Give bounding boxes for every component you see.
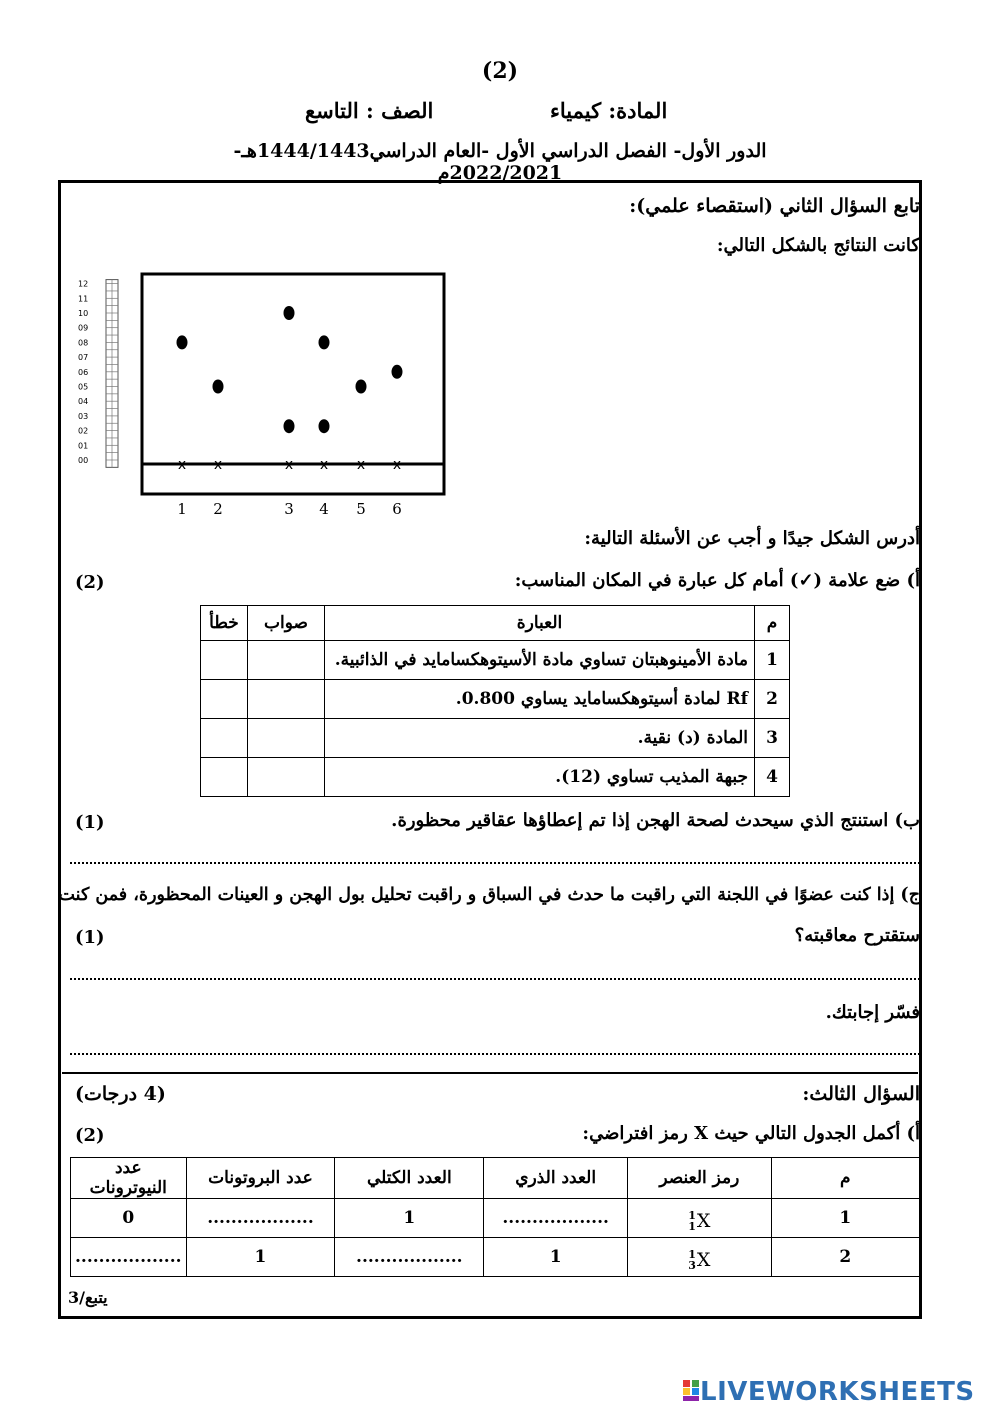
atomic-subscript: 3 (688, 1259, 696, 1272)
table-header-row (71, 1158, 920, 1199)
y-tick-label: 05 (78, 382, 89, 392)
grade-label: الصف : التاسع (305, 98, 434, 123)
q3-part-a-text: أ) أكمل الجدول التالي حيث X رمز افتراضي: (582, 1123, 920, 1144)
atomic-number-input[interactable]: .................. (484, 1199, 628, 1238)
header-protons: عدد البروتونات (186, 1158, 335, 1199)
part-a-mark: (2) (75, 572, 105, 593)
spot-lane-3 (284, 306, 295, 320)
liveworksheets-logo-icon (683, 1380, 699, 1402)
ruler-scale (78, 280, 118, 468)
row-statement: المادة (د) نقية. (325, 719, 755, 758)
header-wrong: خطأ (201, 606, 248, 641)
y-tick-label: 06 (78, 367, 89, 377)
lane-label: 5 (356, 500, 366, 518)
liveworksheets-logo: LIVEWORKSHEETS (700, 1377, 975, 1407)
row-num: 2 (755, 680, 790, 719)
part-b-text: ب) استنتج الذي سيحدث لصحة الهجن إذا تم إعطاؤها عقاقير محظورة. (391, 810, 920, 831)
row-statement: Rf لمادة أسيتوهكسامايد يساوي 0.800. (325, 680, 755, 719)
header-statement: العبارة (325, 606, 755, 641)
origin-mark: x (356, 457, 366, 473)
y-tick-label: 09 (78, 323, 89, 333)
spot-lane-1 (177, 335, 188, 349)
y-tick-label: 12 (78, 279, 89, 289)
correct-cell[interactable] (248, 719, 325, 758)
table-row (201, 680, 790, 719)
table-row (71, 1199, 920, 1238)
y-tick-label: 00 (78, 456, 89, 465)
row-statement: جبهة المذيب تساوي (12). (325, 758, 755, 797)
element-symbol (628, 1199, 772, 1238)
session-line: الدور الأول- الفصل الدراسي الأول -العام الدراسي1444/1443هـ- 2022/2021م (233, 140, 767, 184)
spot-lane-4 (319, 335, 330, 349)
table-row (71, 1238, 920, 1277)
y-tick-label: 02 (78, 426, 89, 436)
spot-lane-3 (284, 419, 295, 433)
spot-lane-4 (319, 419, 330, 433)
atoms-table (70, 1157, 920, 1277)
origin-mark: x (213, 457, 223, 473)
part-a-text: أ) ضع علامة (✓) أمام كل عبارة في المكان المناسب: (514, 570, 920, 591)
row-num: 2 (771, 1238, 919, 1277)
spot-lane-5 (356, 380, 367, 394)
origin-mark: x (319, 457, 329, 473)
symbol-letter: X (696, 1249, 711, 1271)
header-mass-number: العدد الكتلي (335, 1158, 484, 1199)
wrong-cell[interactable] (201, 641, 248, 680)
mass-number-input[interactable]: .................. (335, 1238, 484, 1277)
y-tick-label: 07 (78, 353, 89, 363)
correct-cell[interactable] (248, 758, 325, 797)
row-num: 1 (771, 1199, 919, 1238)
spot-lane-2 (213, 380, 224, 394)
y-tick-label: 01 (78, 441, 89, 451)
lane-label: 6 (392, 500, 402, 518)
element-symbol (628, 1238, 772, 1277)
explain-text: فسّر إجابتك. (825, 1002, 920, 1023)
atomic-number-cell: 1 (484, 1238, 628, 1277)
y-tick-label: 08 (78, 338, 89, 348)
atomic-subscript: 1 (688, 1220, 696, 1233)
table-row (201, 758, 790, 797)
y-tick-label: 04 (78, 397, 89, 407)
neutrons-cell: 0 (71, 1199, 187, 1238)
y-tick-label: 11 (78, 294, 89, 304)
q3-part-a-mark: (2) (75, 1125, 105, 1146)
part-c-line2: ستقترح معاقبته؟ (794, 925, 920, 946)
table-header-row (201, 606, 790, 641)
continue-label: يتبع/3 (68, 1288, 108, 1307)
header-symbol: رمز العنصر (628, 1158, 772, 1199)
wrong-cell[interactable] (201, 758, 248, 797)
header-neutrons: عدد النيوترونات (71, 1158, 187, 1199)
lane-label: 3 (284, 500, 294, 518)
instruction-text: أدرس الشكل جيدًا و أجب عن الأسئلة التالية: (584, 528, 920, 549)
chromatogram-figure (70, 268, 460, 520)
neutrons-input[interactable]: .................. (71, 1238, 187, 1277)
row-num: 3 (755, 719, 790, 758)
correct-cell[interactable] (248, 641, 325, 680)
mass-superscript: 1 (688, 1209, 696, 1222)
table-row (201, 719, 790, 758)
part-b-mark: (1) (75, 812, 105, 833)
y-tick-label: 10 (78, 309, 89, 318)
header-num: م (755, 606, 790, 641)
section-divider (62, 1072, 918, 1074)
statements-table (200, 605, 790, 797)
y-tick-label: 03 (78, 411, 89, 421)
q2-title: تابع السؤال الثاني (استقصاء علمي): (629, 195, 920, 217)
subject-label: المادة: كيمياء (550, 98, 668, 123)
row-statement: مادة الأمينوهبتان تساوي مادة الأسيتوهكسامايد في الذائبية. (325, 641, 755, 680)
q3-marks: (4 درجات) (75, 1083, 166, 1105)
protons-input[interactable]: .................. (186, 1199, 335, 1238)
page-number: (2) (481, 58, 519, 84)
answer-line-b[interactable] (70, 862, 920, 864)
q2-intro: كانت النتائج بالشكل التالي: (716, 235, 920, 256)
lane-label: 4 (319, 500, 329, 518)
mass-number-cell: 1 (335, 1199, 484, 1238)
answer-line-c[interactable] (70, 978, 920, 980)
header-correct: صواب (248, 606, 325, 641)
symbol-letter: X (696, 1210, 711, 1232)
wrong-cell[interactable] (201, 680, 248, 719)
table-row (201, 641, 790, 680)
answer-line-explain[interactable] (70, 1053, 920, 1055)
origin-mark: x (177, 457, 187, 473)
origin-mark: x (284, 457, 294, 473)
row-num: 1 (755, 641, 790, 680)
spot-lane-6 (392, 365, 403, 379)
mass-superscript: 1 (688, 1248, 696, 1261)
header-num: م (771, 1158, 919, 1199)
q3-title: السؤال الثالث: (802, 1083, 920, 1105)
part-c-line1: ج) إذا كنت عضوًا في اللجنة التي راقبت ما حدث في السباق و راقبت تحليل بول الهجن و العينات المحظورة، فمن كنت (58, 885, 920, 905)
header-atomic-number: العدد الذري (484, 1158, 628, 1199)
lane-label: 1 (177, 500, 187, 518)
wrong-cell[interactable] (201, 719, 248, 758)
row-num: 4 (755, 758, 790, 797)
origin-mark: x (392, 457, 402, 473)
part-c-mark: (1) (75, 927, 105, 948)
correct-cell[interactable] (248, 680, 325, 719)
lane-label: 2 (213, 500, 223, 518)
protons-cell: 1 (186, 1238, 335, 1277)
